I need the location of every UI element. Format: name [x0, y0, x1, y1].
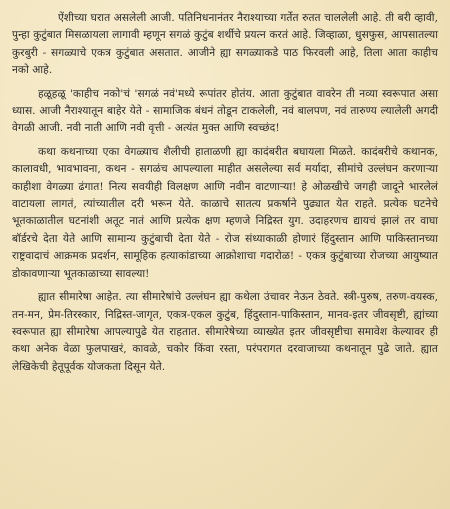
paragraph-3: कथा कथनाच्या एका वेगळ्याच शैलीची हाताळणी ह्या कादंबरीत बघायला मिळते. कादंबरीचे कथानक, कालावधी, भावभावना, कथन - सगळंच आपल्याला माहीत असलेल्या सर्व मर्यादा, सीमांचे उल्लंघन करणाऱ्या काहीशा वेगळ्या ढंगात! नित्य सवयीही विलक्षण आणि नवीन वाटणाऱ्या! हे ओळखीचे जगही जादूने भारलेलं वाटायला लागतं, त्यांच्यातील दरी भरून येते. काळाचे सातत्य प्रकर्षाने पुढ्यात येत राहते. प्रत्येक घटनेचे भूतकाळातील घटनांशी अतूट नातं आणि प्रत्येक क्षण म्हणजे निद्रिस्त युग. उदाहरणच द्यायचं झालं तर वाघा बॉर्डरचे देता येते आणि सामान्य कुटुंबाची देता येते - रोज संध्याकाळी होणारं हिंदुस्तान आणि पाकिस्तानच्या राष्ट्रवादाचं आक्रमक प्रदर्शन, सामूहिक हत्याकांडाच्या आक्रोशाचा गदारोळ! - एकत्र कुटुंबाच्या रोजच्या आयुष्यात डोकावणाऱ्या भूतकाळाच्या सावल्या! [12, 145, 438, 280]
paragraph-2: हळूहळू 'काहीच नको'चं 'सगळं नवं'मध्ये रूपांतर होतंय. आता कुटुंबात वावरेन ती नव्या स्वरूपात असा ध्यास. आजी नैराश्यातून बाहेर येते - सामाजिक बंधनं तोडून टाकलेली, नवं बालपण, नवं तारुण्य ल्यालेली अगदी वेगळी आजी. नवी नाती आणि नवी वृत्ती - अत्यंत मुक्त आणि स्वच्छंद! [12, 87, 438, 135]
paragraph-4: ह्यात सीमारेषा आहेत. त्या सीमारेषांचे उल्लंघन ह्या कथेला उंचावर नेऊन ठेवते. स्त्री-पुरुष, तरुण-वयस्क, तन-मन, प्रेम-तिरस्कार, निद्रिस्त-जागृत, एकत्र-एकल कुटुंब, हिंदुस्तान-पाकिस्तान, मानव-इतर जीवसृष्टी, ह्यांच्या स्वरूपात ह्या सीमारेषा आपल्यापुढे येत राहतात. सीमारेषेच्या व्याख्येत इतर जीवसृष्टीचा समावेश केल्यावर ही कथा अनेक वेळा फुलपाखरं, कावळे, चकोर किंवा रस्ता, परंपरागत दरवाजाच्या कथनातून पुढे जाते. ह्यात लेखिकेची हेतूपूर्वक योजकता दिसून येते. [12, 291, 438, 373]
paragraph-1: ऐंशीच्या घरात असलेली आजी. पतिनिधनानंतर नैराश्याच्या गर्तेत रुतत चाललेली आहे. ती बरी व्हावी, पुन्हा कुटुंबात मिसळायला लागावी म्हणून सगळं कुटुंब शर्थीचे प्रयत्न करतं आहे. जिव्हाळा, धुसफुस, आपसातल्या कुरबुरी - सगळ्याचे एकत्र कुटुंबात असतात. आजीने ह्या सगळ्याकडे पाठ फिरवली आहे, तिला आता काहीच नको आहे. [12, 12, 438, 77]
